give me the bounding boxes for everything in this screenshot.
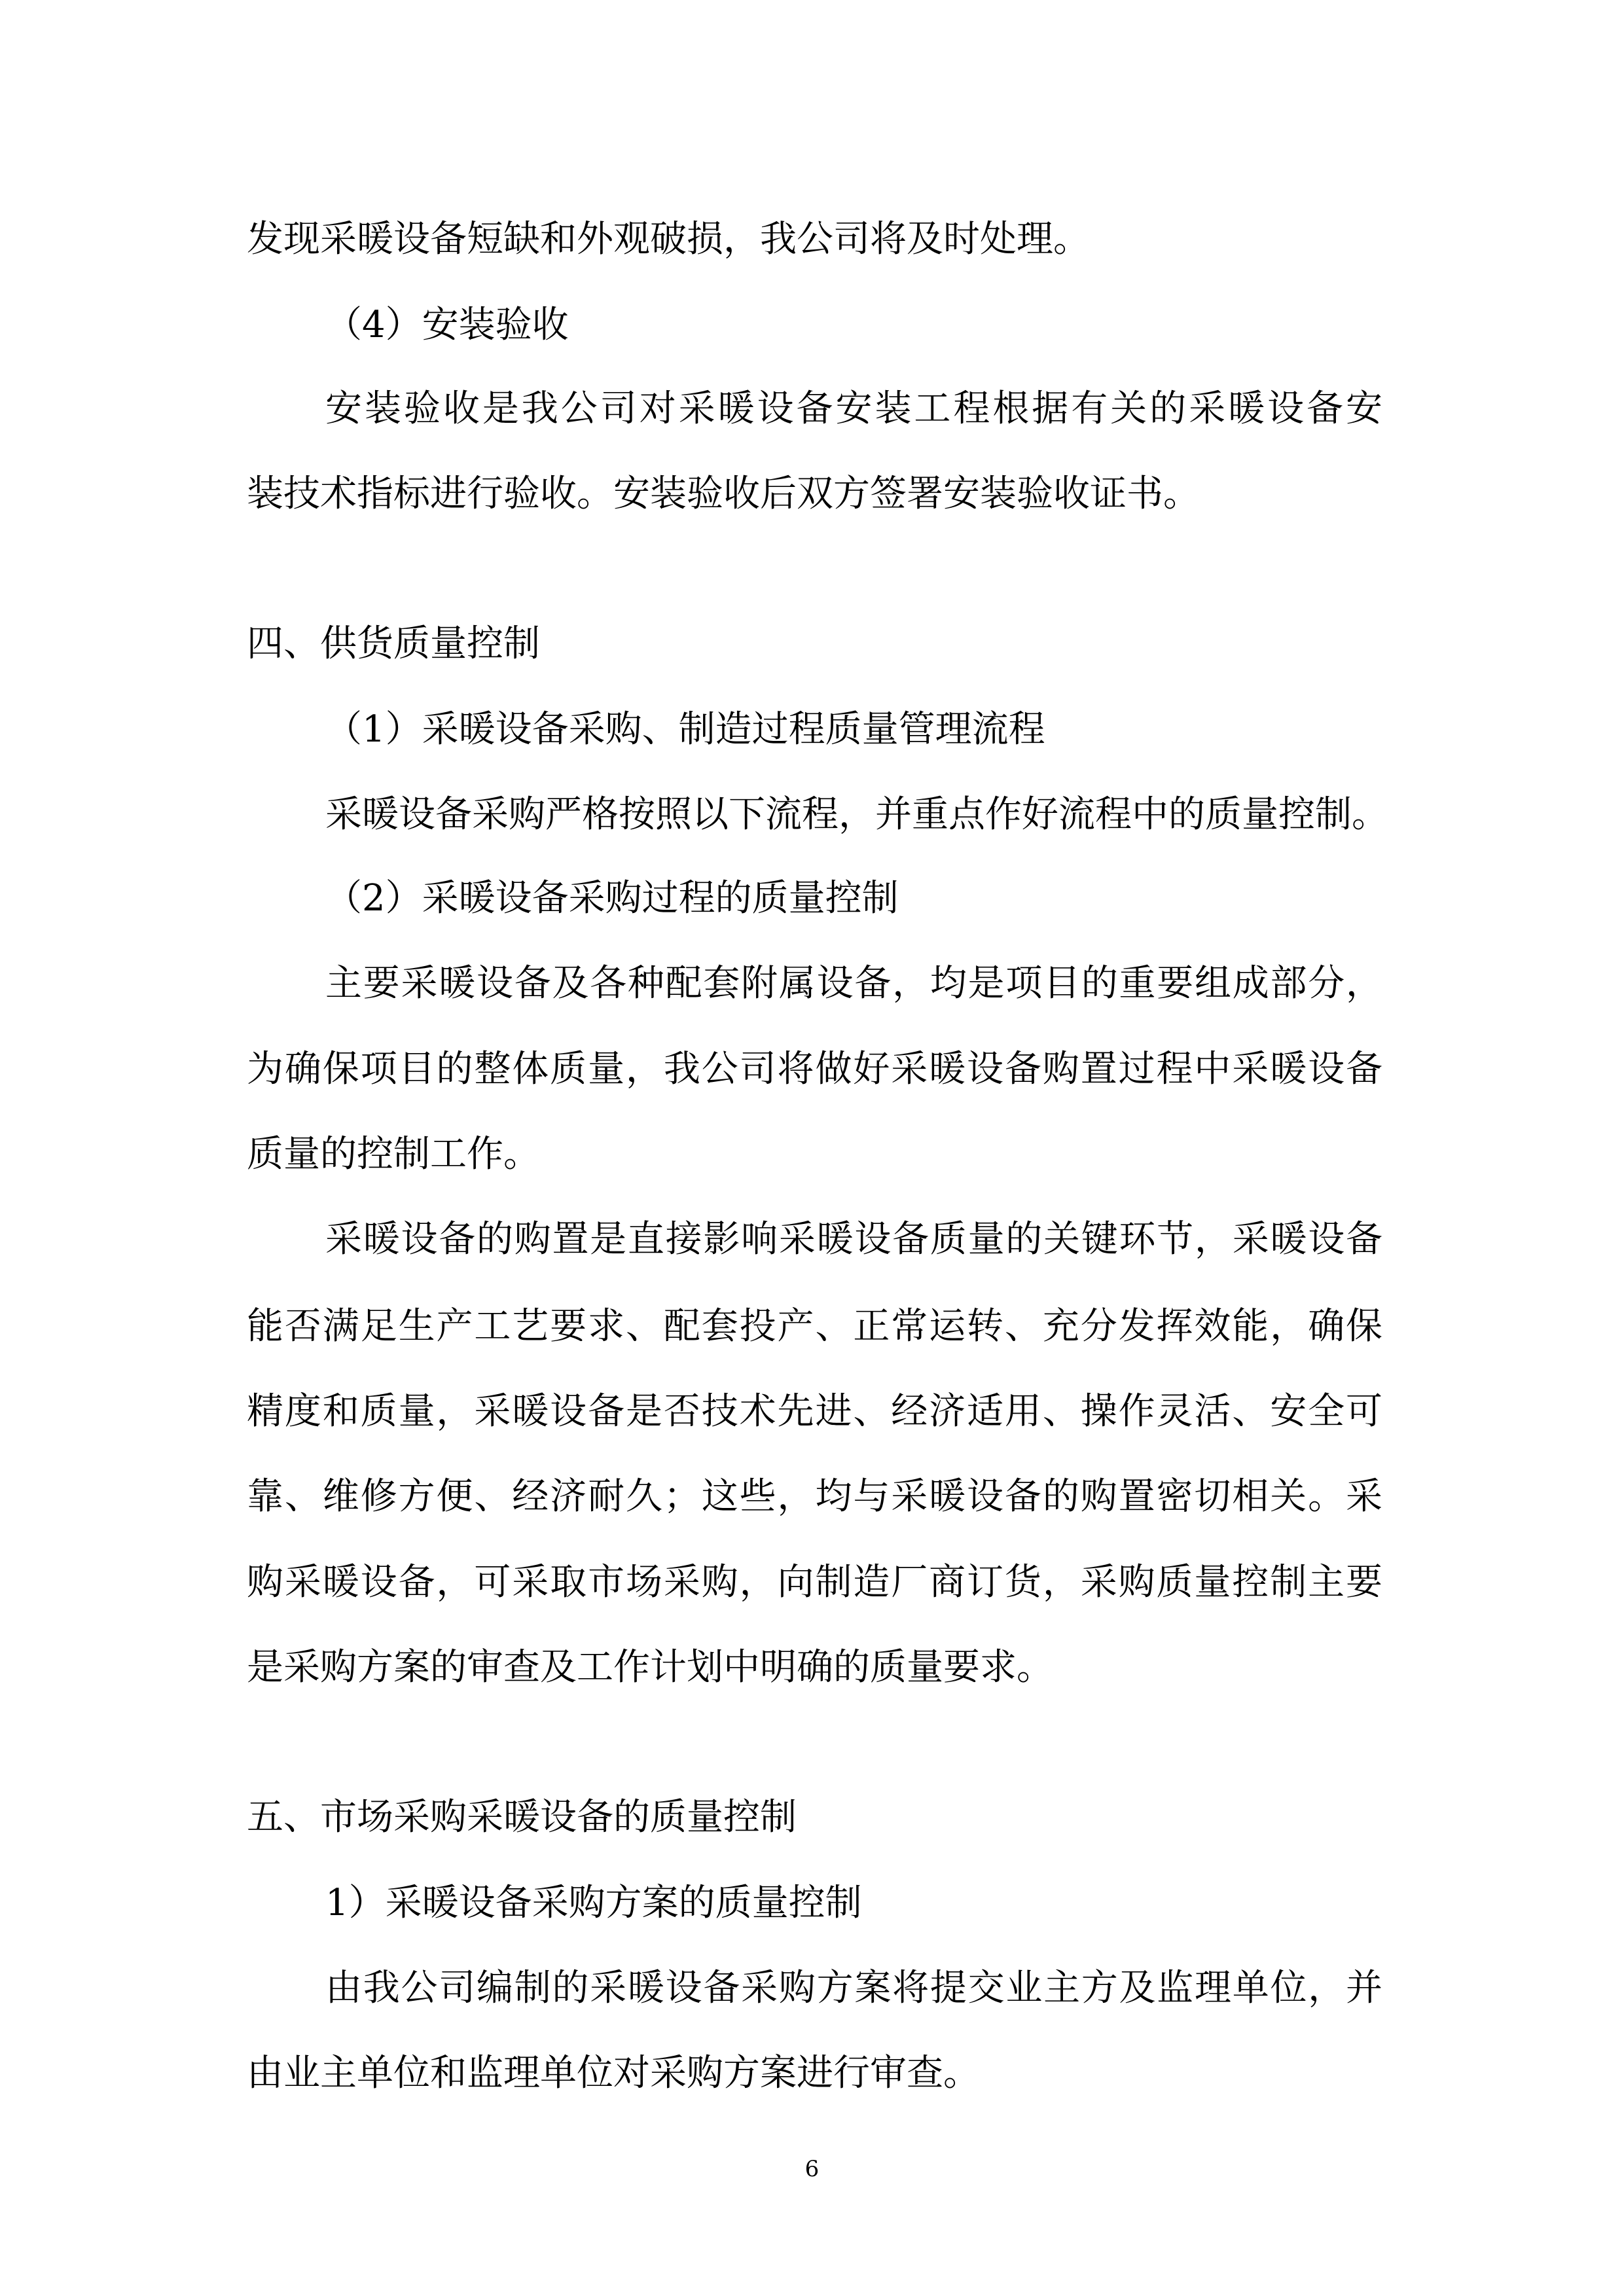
paragraph-line: 是采购方案的审查及工作计划中明确的质量要求。: [247, 1646, 1053, 1689]
paragraph-line: 由我公司编制的采暖设备采购方案将提交业主方及监理单位，并: [325, 1967, 1382, 2009]
paragraph-line: 由业主单位和监理单位对采购方案进行审查。: [247, 2052, 980, 2094]
section-heading: 五、市场采购采暖设备的质量控制: [247, 1796, 797, 1839]
paragraph-line: 主要采暖设备及各种配套附属设备，均是项目的重要组成部分，: [325, 962, 1382, 1005]
paragraph-line: 能否满足生产工艺要求、配套投产、正常运转、充分发挥效能，确保: [247, 1305, 1382, 1348]
paragraph-line: 靠、维修方便、经济耐久；这些，均与采暖设备的购置密切相关。采: [247, 1475, 1382, 1518]
paragraph-line: 质量的控制工作。: [247, 1133, 540, 1175]
paragraph-line: 为确保项目的整体质量，我公司将做好采暖设备购置过程中采暖设备: [247, 1048, 1382, 1090]
subheading: （4）安装验收: [325, 304, 569, 346]
paragraph-line: 安装验收是我公司对采暖设备安装工程根据有关的采暖设备安: [325, 387, 1382, 430]
subheading: （2）采暖设备采购过程的质量控制: [325, 877, 899, 920]
subheading: 1）采暖设备采购方案的质量控制: [325, 1882, 862, 1924]
paragraph-line: 购采暖设备，可采取市场采购，向制造厂商订货，采购质量控制主要: [247, 1561, 1382, 1604]
subheading: （1）采暖设备采购、制造过程质量管理流程: [325, 708, 1045, 751]
section-heading: 四、供货质量控制: [247, 622, 540, 665]
paragraph-line: 采暖设备的购置是直接影响采暖设备质量的关键环节，采暖设备: [325, 1218, 1382, 1261]
page-number: 6: [804, 2156, 820, 2182]
paragraph-line: 发现采暖设备短缺和外观破损，我公司将及时处理。: [247, 218, 1090, 260]
paragraph-line: 采暖设备采购严格按照以下流程，并重点作好流程中的质量控制。: [325, 793, 1388, 836]
paragraph-line: 装技术指标进行验收。安装验收后双方签署安装验收证书。: [247, 473, 1200, 515]
paragraph-line: 精度和质量，采暖设备是否技术先进、经济适用、操作灵活、安全可: [247, 1390, 1382, 1433]
